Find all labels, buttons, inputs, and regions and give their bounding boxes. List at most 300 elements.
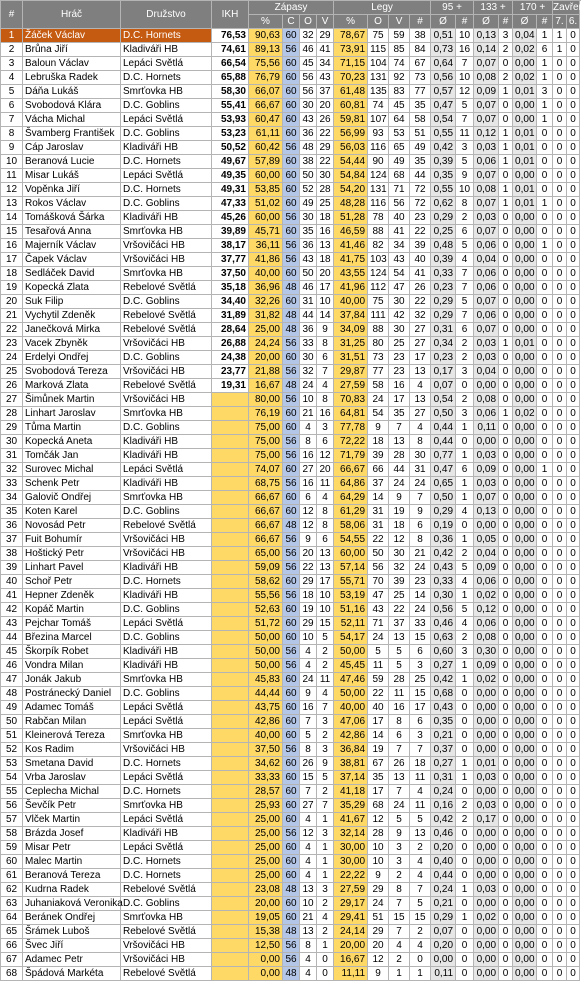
table-cell: 0: [456, 701, 474, 715]
table-row: [1, 785, 580, 799]
table-cell: 13: [300, 883, 317, 897]
table-cell: 2: [456, 337, 474, 351]
table-cell: 0: [537, 505, 553, 519]
table-cell: 10: [456, 183, 474, 197]
table-cell: 5: [456, 99, 474, 113]
table-cell: 0,33: [431, 267, 456, 281]
table-cell: 0: [553, 687, 567, 701]
table-cell: 32: [389, 561, 410, 575]
table-cell: 32,26: [249, 295, 283, 309]
table-cell: 40,00: [249, 267, 283, 281]
table-cell: 60: [283, 491, 300, 505]
table-cell: 0: [567, 519, 580, 533]
table-cell: 60: [283, 421, 300, 435]
table-cell: D.C. Goblins: [121, 421, 212, 435]
table-cell: 115: [368, 43, 389, 57]
table-cell: Rebelové Světlá: [121, 967, 212, 981]
table-cell: 0,44: [431, 869, 456, 883]
table-cell: 0: [537, 477, 553, 491]
table-cell: 0: [553, 407, 567, 421]
table-cell: 52,11: [334, 617, 368, 631]
table-cell: 90: [368, 155, 389, 169]
table-cell: 47: [368, 589, 389, 603]
table-cell: Rebelové Světlá: [121, 281, 212, 295]
table-cell: 0: [537, 855, 553, 869]
table-cell: 1: [317, 841, 334, 855]
table-row: [1, 295, 580, 309]
table-cell: [212, 967, 249, 981]
header-95-avg: Ø: [431, 15, 456, 29]
table-cell: Linhart Pavel: [23, 561, 121, 575]
table-cell: 0: [499, 561, 513, 575]
table-cell: 74: [389, 57, 410, 71]
table-cell: 1: [499, 155, 513, 169]
table-cell: 12: [300, 505, 317, 519]
table-cell: 60: [283, 169, 300, 183]
table-cell: [212, 533, 249, 547]
table-cell: 0,00: [513, 631, 537, 645]
table-cell: 50,52: [212, 141, 249, 155]
table-cell: 9: [317, 323, 334, 337]
table-cell: 0: [537, 253, 553, 267]
table-cell: 4: [410, 421, 431, 435]
table-cell: 48: [283, 281, 300, 295]
table-cell: 1: [456, 589, 474, 603]
table-cell: 24: [1, 351, 23, 365]
table-row: [1, 365, 580, 379]
table-cell: Linhart Jaroslav: [23, 407, 121, 421]
table-cell: 46: [300, 43, 317, 57]
header-zapasy: Zápasy: [249, 1, 334, 15]
table-cell: 0,00: [513, 575, 537, 589]
table-cell: 49: [1, 701, 23, 715]
table-cell: Beranová Tereza: [23, 869, 121, 883]
table-cell: [212, 869, 249, 883]
table-cell: 10: [300, 631, 317, 645]
table-cell: 22: [300, 561, 317, 575]
table-cell: Cáp Jaroslav: [23, 141, 121, 155]
table-cell: 25,00: [249, 841, 283, 855]
table-cell: 0,00: [513, 855, 537, 869]
table-cell: 42: [389, 309, 410, 323]
table-cell: 0: [567, 85, 580, 99]
table-cell: 0,42: [431, 141, 456, 155]
table-cell: 0,00: [474, 897, 499, 911]
table-cell: 60: [283, 729, 300, 743]
table-cell: 0: [567, 407, 580, 421]
table-cell: 29: [1, 421, 23, 435]
table-cell: 0: [537, 561, 553, 575]
table-cell: 0: [537, 785, 553, 799]
table-cell: 0,00: [513, 743, 537, 757]
table-cell: 75: [368, 29, 389, 43]
table-cell: 45: [1, 645, 23, 659]
table-row: [1, 85, 580, 99]
table-cell: 0: [537, 421, 553, 435]
table-cell: [212, 561, 249, 575]
table-cell: 0: [553, 771, 567, 785]
table-cell: 33,33: [249, 771, 283, 785]
table-cell: 0,00: [513, 701, 537, 715]
table-cell: 116: [368, 197, 389, 211]
table-row: [1, 673, 580, 687]
table-cell: 26: [389, 757, 410, 771]
table-cell: 0,47: [431, 99, 456, 113]
table-cell: 30: [317, 169, 334, 183]
table-cell: 74: [368, 99, 389, 113]
table-cell: 0: [567, 253, 580, 267]
table-cell: 0,77: [431, 449, 456, 463]
table-cell: 0: [567, 435, 580, 449]
table-cell: 0,00: [513, 827, 537, 841]
table-cell: 22: [317, 127, 334, 141]
table-cell: 11: [389, 687, 410, 701]
table-cell: 0: [499, 757, 513, 771]
table-cell: [212, 827, 249, 841]
table-cell: 4: [389, 939, 410, 953]
table-cell: 56: [1, 799, 23, 813]
table-cell: 20: [368, 939, 389, 953]
table-cell: 0: [567, 491, 580, 505]
table-row: [1, 155, 580, 169]
table-cell: 66,07: [249, 85, 283, 99]
table-cell: 0: [567, 645, 580, 659]
table-cell: 8: [456, 197, 474, 211]
table-row: [1, 99, 580, 113]
table-cell: 43: [317, 71, 334, 85]
table-cell: Vršovičáci HB: [121, 393, 212, 407]
table-cell: 1: [553, 43, 567, 57]
table-cell: 21: [300, 911, 317, 925]
table-cell: 26: [1, 379, 23, 393]
table-cell: [212, 645, 249, 659]
table-cell: 50,00: [249, 631, 283, 645]
table-cell: 0: [317, 967, 334, 981]
table-cell: 9: [389, 491, 410, 505]
table-cell: 32: [1, 463, 23, 477]
table-cell: 50: [300, 169, 317, 183]
table-cell: 0: [567, 323, 580, 337]
table-cell: 72: [410, 183, 431, 197]
table-cell: 0: [553, 939, 567, 953]
table-cell: 17: [368, 785, 389, 799]
table-cell: 14: [368, 729, 389, 743]
table-cell: 0: [553, 757, 567, 771]
table-cell: Smrťovka HB: [121, 673, 212, 687]
table-cell: 27: [300, 463, 317, 477]
table-cell: 0,43: [431, 701, 456, 715]
table-cell: Smrťovka HB: [121, 491, 212, 505]
table-cell: 76,53: [212, 29, 249, 43]
table-cell: 0: [567, 393, 580, 407]
table-cell: 0,00: [474, 841, 499, 855]
table-cell: 12: [300, 827, 317, 841]
table-row: [1, 645, 580, 659]
header-legy: Legy: [334, 1, 431, 15]
table-cell: 5: [456, 239, 474, 253]
table-cell: 0: [567, 155, 580, 169]
table-cell: [212, 785, 249, 799]
table-cell: 0: [537, 757, 553, 771]
table-cell: 19: [300, 603, 317, 617]
table-cell: 0: [499, 659, 513, 673]
table-cell: 2: [389, 869, 410, 883]
table-cell: 53: [1, 757, 23, 771]
table-cell: 10: [456, 71, 474, 85]
table-cell: Smrťovka HB: [121, 799, 212, 813]
table-cell: 38: [300, 155, 317, 169]
table-cell: 8: [389, 715, 410, 729]
table-cell: 0: [456, 785, 474, 799]
table-cell: D.C. Goblins: [121, 687, 212, 701]
table-cell: 0: [499, 309, 513, 323]
table-cell: 56,03: [334, 141, 368, 155]
table-cell: D.C. Hornets: [121, 785, 212, 799]
table-cell: 9: [368, 421, 389, 435]
header-170: 170 +: [513, 1, 553, 15]
table-cell: Lebruška Radek: [23, 71, 121, 85]
table-cell: 25: [389, 337, 410, 351]
header-player: Hráč: [23, 1, 121, 29]
table-cell: 74,61: [212, 43, 249, 57]
table-cell: 0,00: [431, 953, 456, 967]
table-cell: 131: [368, 183, 389, 197]
table-cell: 25,00: [249, 827, 283, 841]
table-cell: Smrťovka HB: [121, 225, 212, 239]
table-cell: 22: [1, 323, 23, 337]
table-cell: 0: [537, 925, 553, 939]
table-cell: 50,00: [334, 687, 368, 701]
table-cell: 0: [567, 379, 580, 393]
table-cell: 0,13: [474, 29, 499, 43]
table-cell: 2: [456, 813, 474, 827]
table-row: [1, 757, 580, 771]
header-zapasy-pct: %: [249, 15, 283, 29]
table-cell: 42,86: [249, 715, 283, 729]
table-cell: 54,55: [334, 533, 368, 547]
table-cell: 56: [283, 43, 300, 57]
table-cell: 16,67: [249, 379, 283, 393]
table-cell: 65: [389, 141, 410, 155]
table-cell: 19,05: [249, 911, 283, 925]
table-row: [1, 211, 580, 225]
table-cell: 58: [1, 827, 23, 841]
table-cell: 0: [567, 57, 580, 71]
table-cell: 0,64: [431, 57, 456, 71]
table-cell: 32: [300, 365, 317, 379]
table-cell: 21: [300, 407, 317, 421]
table-cell: 49: [300, 197, 317, 211]
table-cell: 0,00: [513, 323, 537, 337]
table-cell: 0: [567, 771, 580, 785]
table-cell: 0: [537, 449, 553, 463]
table-cell: 0: [553, 253, 567, 267]
table-cell: 1: [456, 491, 474, 505]
table-cell: D.C. Goblins: [121, 603, 212, 617]
table-cell: 13: [1, 197, 23, 211]
table-cell: Vršovičáci HB: [121, 365, 212, 379]
table-cell: 0: [553, 57, 567, 71]
table-cell: 29: [317, 141, 334, 155]
table-cell: 0: [567, 687, 580, 701]
table-cell: 1: [537, 113, 553, 127]
table-cell: 48: [283, 309, 300, 323]
table-cell: D.C. Goblins: [121, 351, 212, 365]
table-row: [1, 379, 580, 393]
table-cell: 0: [537, 673, 553, 687]
table-cell: 2: [317, 897, 334, 911]
table-cell: 53,19: [334, 589, 368, 603]
table-cell: 0,07: [474, 295, 499, 309]
table-cell: 23: [389, 365, 410, 379]
table-row: [1, 29, 580, 43]
table-cell: 24: [410, 603, 431, 617]
table-cell: 25,00: [249, 323, 283, 337]
table-cell: 20: [317, 463, 334, 477]
table-cell: 0,00: [474, 939, 499, 953]
table-cell: 66,67: [249, 533, 283, 547]
table-cell: 89,13: [249, 43, 283, 57]
table-cell: 46,59: [334, 225, 368, 239]
table-cell: 2: [1, 43, 23, 57]
table-cell: 7: [410, 491, 431, 505]
table-cell: 60: [283, 841, 300, 855]
table-cell: 0: [567, 351, 580, 365]
table-cell: 41: [389, 225, 410, 239]
table-cell: 0: [499, 897, 513, 911]
table-cell: 0,03: [474, 883, 499, 897]
table-cell: 48: [283, 967, 300, 981]
table-cell: 3: [499, 29, 513, 43]
table-cell: 29,87: [334, 365, 368, 379]
table-cell: 0,00: [513, 519, 537, 533]
table-cell: 0,23: [431, 351, 456, 365]
table-cell: 4: [317, 379, 334, 393]
table-cell: 64,86: [334, 477, 368, 491]
table-cell: 10: [368, 855, 389, 869]
table-cell: 4: [300, 869, 317, 883]
table-cell: 0: [499, 281, 513, 295]
table-cell: 19: [1, 281, 23, 295]
table-cell: 75,56: [249, 57, 283, 71]
table-cell: 6: [456, 323, 474, 337]
table-cell: 60: [283, 715, 300, 729]
table-cell: 0: [567, 225, 580, 239]
table-cell: 4: [300, 855, 317, 869]
table-cell: 0: [567, 785, 580, 799]
table-cell: Kladiváři HB: [121, 561, 212, 575]
table-cell: 0: [499, 785, 513, 799]
table-cell: 0: [567, 701, 580, 715]
table-cell: 66,67: [249, 99, 283, 113]
table-cell: 27: [410, 407, 431, 421]
table-cell: 0: [537, 491, 553, 505]
table-cell: 0,13: [474, 505, 499, 519]
table-cell: 6: [1, 99, 23, 113]
table-row: [1, 421, 580, 435]
table-cell: Sedláček David: [23, 267, 121, 281]
table-cell: 28: [389, 449, 410, 463]
table-cell: Čapek Václav: [23, 253, 121, 267]
table-cell: 65: [1, 925, 23, 939]
table-cell: 0: [499, 729, 513, 743]
table-cell: 0: [553, 267, 567, 281]
table-cell: 17: [410, 701, 431, 715]
table-cell: 13: [410, 393, 431, 407]
table-cell: Tomášková Šárka: [23, 211, 121, 225]
table-cell: 1: [553, 29, 567, 43]
header-zav-7: 7.: [553, 15, 567, 29]
table-cell: 7: [456, 267, 474, 281]
table-cell: 75,00: [249, 449, 283, 463]
table-cell: 7: [300, 785, 317, 799]
table-cell: 4: [410, 939, 431, 953]
table-cell: 52,63: [249, 603, 283, 617]
table-cell: [212, 855, 249, 869]
table-cell: 0,35: [431, 169, 456, 183]
table-cell: 0: [567, 505, 580, 519]
table-cell: 3: [410, 659, 431, 673]
table-cell: 60: [283, 463, 300, 477]
table-cell: 36: [300, 239, 317, 253]
table-cell: 10: [317, 589, 334, 603]
table-cell: 0: [567, 463, 580, 477]
table-cell: 44: [410, 169, 431, 183]
table-cell: 5: [389, 813, 410, 827]
table-cell: 1: [456, 911, 474, 925]
table-cell: 35,18: [212, 281, 249, 295]
table-cell: 0,00: [513, 659, 537, 673]
table-cell: 0: [499, 225, 513, 239]
table-cell: 35,29: [334, 799, 368, 813]
table-cell: 0,00: [474, 519, 499, 533]
table-cell: [212, 617, 249, 631]
table-cell: Lepáci Světlá: [121, 771, 212, 785]
table-cell: Vršovičáci HB: [121, 533, 212, 547]
table-row: [1, 351, 580, 365]
table-cell: 40: [410, 253, 431, 267]
table-cell: 7: [410, 743, 431, 757]
table-cell: 1: [410, 967, 431, 981]
table-cell: 0,39: [431, 253, 456, 267]
table-cell: 0: [553, 925, 567, 939]
table-cell: D.C. Goblins: [121, 197, 212, 211]
table-cell: 57,89: [249, 155, 283, 169]
table-cell: 0: [567, 939, 580, 953]
table-cell: 6: [317, 533, 334, 547]
table-cell: 42,86: [334, 729, 368, 743]
table-cell: 43,75: [249, 701, 283, 715]
table-cell: 15: [410, 631, 431, 645]
table-cell: 0: [456, 743, 474, 757]
table-cell: 0: [567, 729, 580, 743]
table-cell: 4: [410, 855, 431, 869]
table-row: [1, 141, 580, 155]
table-cell: Žáček Václav: [23, 29, 121, 43]
table-cell: 0,50: [431, 407, 456, 421]
table-cell: 6: [410, 519, 431, 533]
table-cell: 39: [389, 575, 410, 589]
table-cell: [212, 659, 249, 673]
table-cell: 13: [389, 631, 410, 645]
table-cell: 47,06: [334, 715, 368, 729]
table-cell: 47,33: [212, 197, 249, 211]
table-row: [1, 127, 580, 141]
table-cell: 13: [410, 365, 431, 379]
table-cell: 0,00: [513, 463, 537, 477]
table-cell: 2: [456, 393, 474, 407]
table-cell: 0,19: [431, 519, 456, 533]
